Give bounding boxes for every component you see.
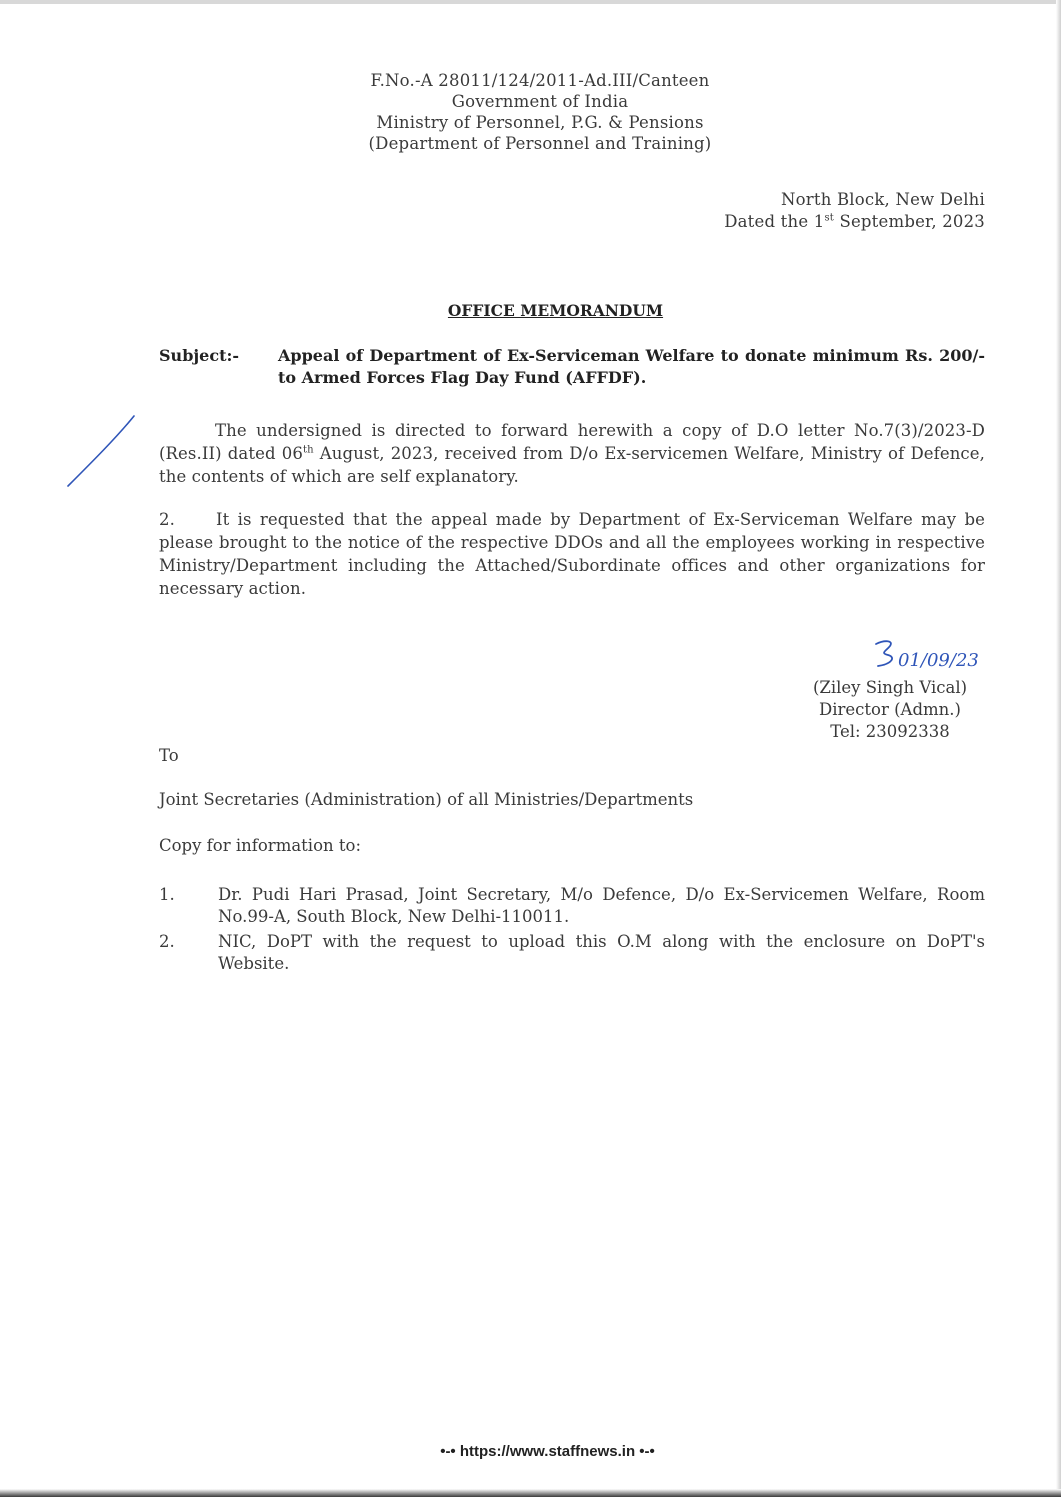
letterhead [330,70,750,154]
date-ordinal: st [824,212,834,224]
list-item-number: 1. [159,885,175,904]
paragraph-1 [159,419,985,488]
footer-link[interactable]: •-• https://www.staffnews.in •-• [440,1443,655,1460]
para1-text-b: August, 2023, received from D/o Ex-servicemen Welfare, Ministry of Defence, the contents of which are self explanatory. [159,444,985,486]
subject-label: Subject:- [159,346,240,365]
government-line: Government of India [451,92,629,111]
location: North Block, New Delhi [781,190,985,209]
memo-title: OFFICE MEMORANDUM [447,301,664,320]
scan-edge-top [0,0,1061,4]
addressee: Joint Secretaries (Administration) of all Ministries/Departments [159,790,694,809]
para2-number: 2. [159,510,175,529]
signatory-name: (Ziley Singh Vical) [812,678,968,697]
ministry-line: Ministry of Personnel, P.G. & Pensions [376,113,704,132]
date-suffix: September, 2023 [834,212,985,231]
list-item [159,931,985,975]
para2-text: It is requested that the appeal made by Department of Ex-Serviceman Welfare may be please brought to the notice of the respective DDOs and all the employees working in respective Ministry/Department including the Attached/Subordinate offices and other organizations for necessary action. [159,510,985,598]
scan-edge-bottom [0,1489,1061,1497]
pen-stroke-mark [62,412,142,492]
file-number: F.No.-A 28011/124/2011-Ad.III/Canteen [370,71,710,90]
paragraph-2 [159,508,985,600]
to-label: To [159,746,179,765]
date-prefix: Dated the 1 [724,212,825,231]
subject-text: Appeal of Department of Ex-Serviceman Welfare to donate minimum Rs. 200/- to Armed Forces Flag Day Fund (AFFDF). [278,346,985,387]
para1-text-a: The undersigned is directed to forward herewith a copy of D.O letter No.7(3)/2023-D (Res.II) dated 06 [159,421,985,463]
list-item-number: 2. [159,932,175,951]
scan-edge-right [1056,0,1061,1497]
list-item [159,884,985,928]
list-item-text: NIC, DoPT with the request to upload this O.M along with the enclosure on DoPT's Website. [218,932,985,973]
signatory-tel: Tel: 23092338 [830,722,950,741]
signature-date: 01/09/23 [898,650,979,671]
copy-label: Copy for information to: [159,836,362,855]
signatory-designation: Director (Admn.) [819,700,961,719]
para1-ordinal: th [302,444,314,456]
signatory-block [790,677,990,743]
copy-list [159,884,985,978]
list-item-text: Dr. Pudi Hari Prasad, Joint Secretary, M/o Defence, D/o Ex-Servicemen Welfare, Room No.99-A, South Block, New Delhi-110011. [218,885,985,926]
date-line [724,211,985,233]
department-line: (Department of Personnel and Training) [368,134,712,153]
place-and-date [724,189,985,233]
